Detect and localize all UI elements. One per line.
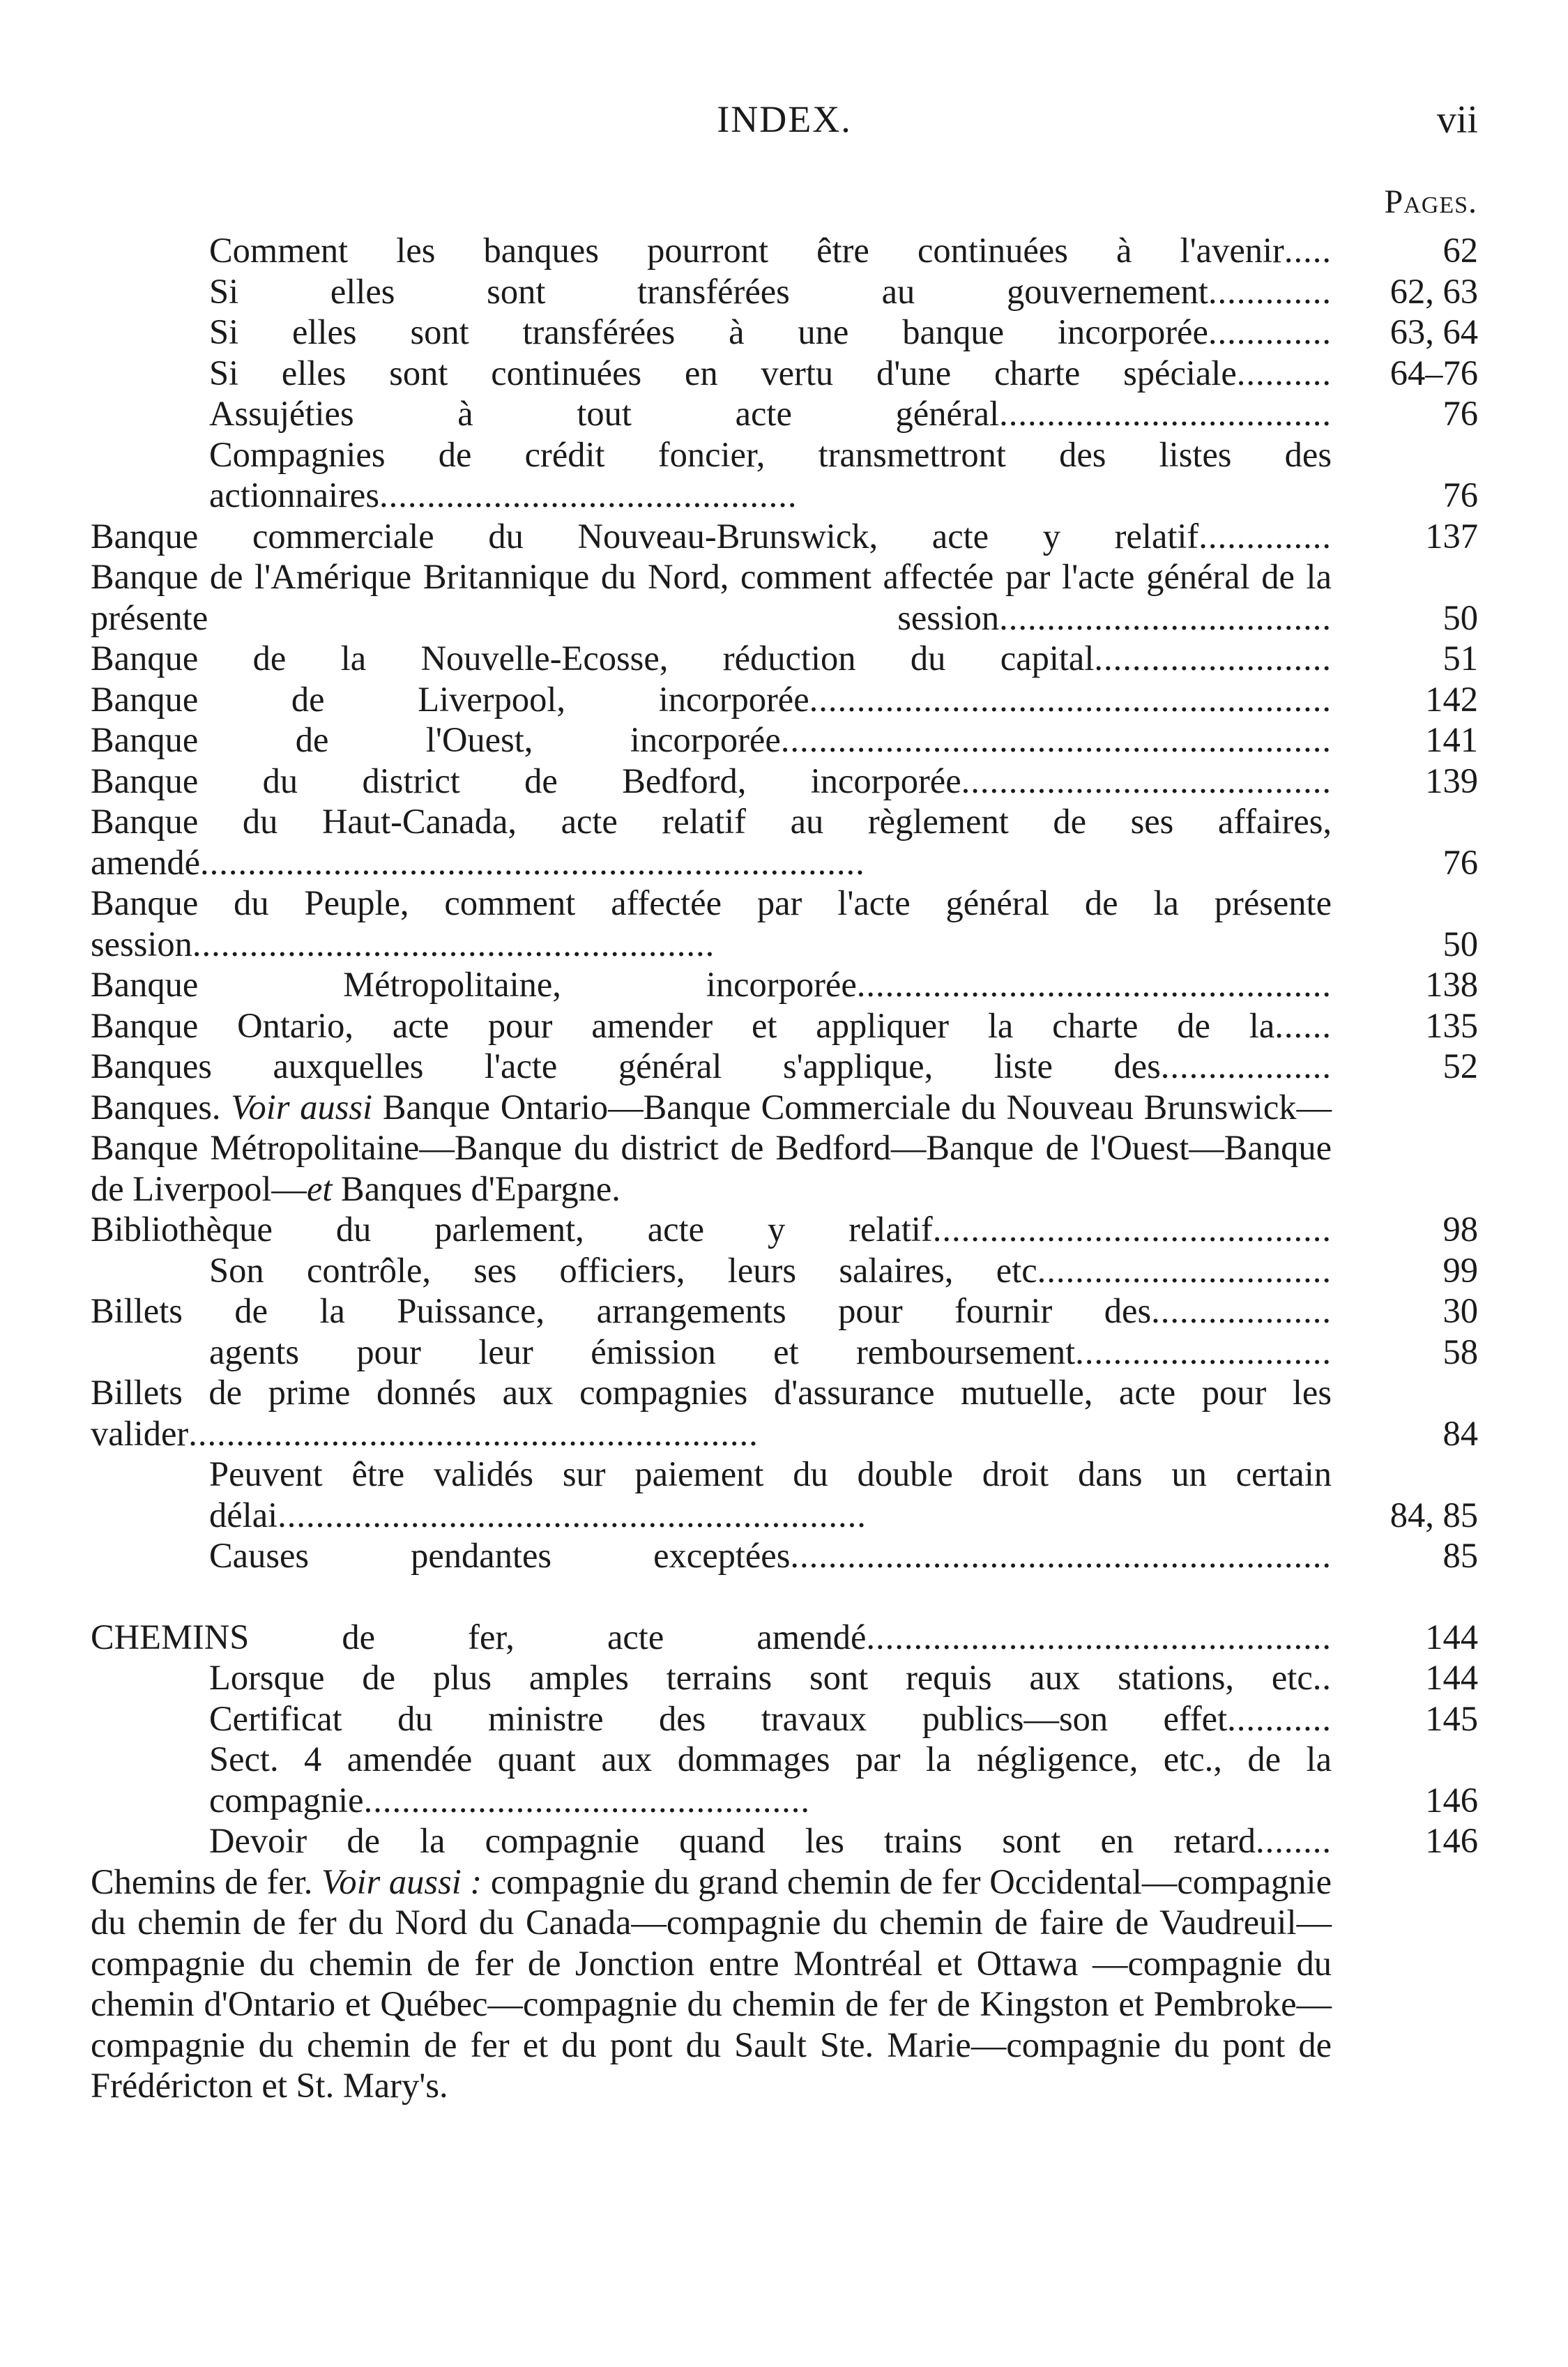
- page-reference: 98: [1443, 1210, 1478, 1249]
- index-entry: [91, 1087, 1478, 1210]
- leader-dots: ...........: [1227, 1698, 1332, 1738]
- leader-dots: ..........................................................: [780, 720, 1332, 759]
- page-reference: 137: [1425, 516, 1478, 556]
- index-entry: [91, 1005, 1478, 1046]
- leader-dots: .......................................................: [809, 679, 1332, 719]
- index-subentry: [91, 434, 1478, 516]
- page-reference: 146: [1425, 1821, 1478, 1860]
- entry-label: Comment les banques pourront être continuées à l'avenir: [209, 231, 1284, 270]
- index-subentry: [91, 353, 1478, 394]
- leader-dots: .......................................................: [192, 924, 715, 964]
- page-title: INDEX.: [717, 98, 852, 140]
- entry-text: [91, 679, 1332, 720]
- entry-label: Si elles sont transférées au gouvernement: [209, 271, 1208, 311]
- page-reference: 50: [1443, 598, 1478, 637]
- index-entry: [91, 1046, 1478, 1087]
- entry-text: [91, 720, 1332, 761]
- entry-label: Billets de prime donnés aux compagnies d'assurance mutuelle, acte pour les valider: [91, 1373, 1332, 1453]
- page-reference: 62, 63: [1390, 271, 1478, 311]
- index-subentry: [91, 1657, 1478, 1698]
- page-reference: 146: [1425, 1780, 1478, 1820]
- entry-label: Sect. 4 amendée quant aux dommages par la négligence, etc., de la compagnie: [209, 1740, 1332, 1820]
- entry-text: [209, 1657, 1332, 1698]
- entry-label: Banque de l'Ouest, incorporée: [91, 720, 781, 759]
- page-reference: 85: [1443, 1536, 1478, 1575]
- page-reference: 144: [1425, 1658, 1478, 1697]
- leader-dots: ..............: [1198, 516, 1332, 556]
- entry-label: Banque de Liverpool, incorporée: [91, 679, 809, 719]
- entry-label: Peuvent être validés sur paiement du double droit dans un certain délai: [209, 1454, 1332, 1535]
- page-reference: 62: [1443, 231, 1478, 270]
- leader-dots: ...............................................: [363, 1780, 810, 1820]
- leader-dots: ..: [1312, 1658, 1332, 1697]
- entry-text: [91, 964, 1332, 1005]
- index-subentry: [91, 230, 1478, 271]
- entry-label: Banques.: [91, 1087, 231, 1127]
- entry-label: Bibliothèque du parlement, acte y relatif: [91, 1210, 933, 1249]
- entry-label: Banque commerciale du Nouveau-Brunswick, acte y relatif: [91, 516, 1199, 556]
- page-reference: 76: [1443, 394, 1478, 433]
- page-reference: 144: [1425, 1617, 1478, 1657]
- index-subentry: [91, 393, 1478, 434]
- entry-label: Banque Ontario, acte pour amender et appliquer la charte de la: [91, 1005, 1275, 1045]
- entry-text: [91, 638, 1332, 679]
- page-reference: 51: [1443, 639, 1478, 678]
- page-reference: 138: [1425, 965, 1478, 1004]
- entry-label: Si elles sont continuées en vertu d'une charte spéciale: [209, 353, 1237, 393]
- entry-label: Banque de l'Amérique Britannique du Nord, comment affectée par l'acte général de la présente session: [91, 557, 1332, 637]
- page-reference: 99: [1443, 1250, 1478, 1290]
- leader-dots: ............................................................: [188, 1413, 759, 1453]
- cross-reference-text-end: Banques d'Epargne.: [332, 1169, 621, 1208]
- leader-dots: .............: [1208, 271, 1332, 311]
- entry-label: Assujéties à tout acte général: [209, 394, 1000, 433]
- entry-text: [91, 801, 1332, 883]
- entry-label: CHEMINS de fer, acte amendé: [91, 1617, 867, 1657]
- index-entry: [91, 720, 1478, 761]
- index-subentry: [91, 1739, 1478, 1820]
- leader-dots: ...................: [1151, 1291, 1332, 1330]
- entry-text: [91, 1862, 1332, 2106]
- index-entry: [91, 801, 1478, 883]
- entry-text: [209, 312, 1332, 353]
- page-reference: 52: [1443, 1046, 1478, 1086]
- entry-label: Banque du Haut-Canada, acte relatif au règlement de ses affaires, amendé: [91, 802, 1332, 882]
- entry-text: [209, 1250, 1332, 1291]
- leader-dots: .........................: [1094, 639, 1332, 678]
- entry-text: [209, 1739, 1332, 1820]
- entry-label: Compagnies de crédit foncier, transmettront des listes des actionnaires: [209, 434, 1332, 515]
- entry-text: [91, 1005, 1332, 1046]
- entry-label: agents pour leur émission et remboursement: [209, 1332, 1076, 1371]
- entry-label: Si elles sont transférées à une banque incorporée: [209, 312, 1208, 351]
- entry-text: [209, 1332, 1332, 1373]
- page-reference: 76: [1443, 842, 1478, 882]
- entry-text: [91, 1372, 1332, 1454]
- page-reference: 63, 64: [1390, 312, 1478, 351]
- entry-text: [209, 353, 1332, 394]
- entry-text: [91, 883, 1332, 964]
- entry-text: [209, 1698, 1332, 1740]
- index-subentry: [91, 1250, 1478, 1291]
- leader-dots: .............: [1208, 312, 1332, 351]
- leader-dots: ........: [1256, 1821, 1332, 1860]
- page-reference: 84: [1443, 1413, 1478, 1453]
- leader-dots: ...............................: [1037, 1250, 1332, 1290]
- entry-label: Certificat du ministre des travaux publics—son effet: [209, 1698, 1228, 1738]
- page-reference: 64–76: [1390, 353, 1478, 393]
- entry-label: Banque de la Nouvelle-Ecosse, réduction du capital: [91, 639, 1095, 678]
- entry-text: [209, 271, 1332, 312]
- index-entry: [91, 1209, 1478, 1250]
- leader-dots: ...................................: [999, 598, 1332, 637]
- leader-dots: ......: [1274, 1005, 1332, 1045]
- index-subentry: [91, 312, 1478, 353]
- index-subentry: [91, 1698, 1478, 1740]
- entry-text: [91, 1046, 1332, 1087]
- index-entry: [91, 638, 1478, 679]
- index-entry: [91, 1372, 1478, 1454]
- entry-text: [209, 393, 1332, 434]
- leader-dots: .................................................: [866, 1617, 1332, 1657]
- leader-dots: ..................: [1160, 1046, 1332, 1086]
- index-entry: [91, 964, 1478, 1005]
- entry-label: Banque Métropolitaine, incorporée: [91, 965, 857, 1004]
- entry-text: [91, 516, 1332, 557]
- page-reference: 76: [1443, 475, 1478, 515]
- cross-reference-italic: et: [306, 1169, 333, 1208]
- entry-label: Devoir de la compagnie quand les trains sont en retard: [209, 1821, 1256, 1860]
- page-reference: 145: [1425, 1698, 1478, 1738]
- page-reference: 139: [1425, 761, 1478, 800]
- leader-dots: ..................................................: [856, 965, 1332, 1004]
- leader-dots: .....: [1284, 231, 1332, 270]
- index-entry: [91, 1617, 1478, 1658]
- entry-label: Lorsque de plus amples terrains sont requis aux stations, etc: [209, 1658, 1313, 1697]
- entry-text: [209, 1454, 1332, 1535]
- entry-label: Chemins de fer.: [91, 1862, 322, 1901]
- entry-text: [209, 230, 1332, 271]
- cross-reference-text: compagnie du grand chemin de fer Occidental—compagnie du chemin de fer du Nord du Canada—compagnie du chemin de faire de Vaudreuil—compagnie du chemin de fer de Jonction entre Montréal et Ottawa —compagnie du chemin d'Ontario et Québec—compagnie du chemin de fer de Kingston et Pembroke—compagnie du chemin de fer et du pont du Sault Ste. Marie—compagnie du pont de Frédéricton et St. Mary's.: [91, 1862, 1332, 2105]
- entry-text: [209, 1535, 1332, 1576]
- page-reference: 141: [1425, 720, 1478, 759]
- index-entry: [91, 1862, 1478, 2106]
- leader-dots: ...........................: [1075, 1332, 1332, 1371]
- page-reference: 142: [1425, 679, 1478, 719]
- entry-text: [91, 1291, 1332, 1332]
- leader-dots: ......................................................................: [200, 842, 865, 882]
- page-reference: 30: [1443, 1291, 1478, 1330]
- entry-label: Causes pendantes exceptées: [209, 1536, 791, 1575]
- entry-text: [91, 1087, 1332, 1210]
- index-entry: [91, 1291, 1478, 1332]
- entry-text: [209, 1820, 1332, 1862]
- leader-dots: ..........................................: [932, 1210, 1332, 1249]
- see-also-label: Voir aussi :: [321, 1862, 482, 1901]
- entry-label: Son contrôle, ses officiers, leurs salaires, etc: [209, 1250, 1037, 1290]
- entry-text: [91, 1209, 1332, 1250]
- index-subentry: [91, 271, 1478, 312]
- leader-dots: .........................................................: [790, 1536, 1332, 1575]
- leader-dots: ..........: [1236, 353, 1332, 393]
- page-reference: 84, 85: [1390, 1495, 1478, 1535]
- entry-label: Banques auxquelles l'acte général s'applique, liste des: [91, 1046, 1161, 1086]
- entry-label: Billets de la Puissance, arrangements pour fournir des: [91, 1291, 1152, 1330]
- entry-label: Banque du Peuple, comment affectée par l'acte général de la présente session: [91, 883, 1332, 964]
- entry-text: [209, 434, 1332, 516]
- index-subentry: [91, 1332, 1478, 1373]
- page-reference: 50: [1443, 924, 1478, 964]
- index-entry: [91, 761, 1478, 802]
- entry-text: [91, 1617, 1332, 1658]
- section-gap: [91, 1576, 1478, 1617]
- page-reference: 58: [1443, 1332, 1478, 1371]
- pages-column-label: Pages.: [1384, 183, 1477, 220]
- index-subentry: [91, 1454, 1478, 1535]
- cross-reference-text: Banque Ontario—Banque Commerciale du Nouveau Brunswick—Banque Métropolitaine—Banque du district de Bedford—Banque de l'Ouest—Banque de Liverpool—: [91, 1087, 1332, 1208]
- see-also-label: Voir aussi: [231, 1087, 373, 1127]
- running-head: [91, 98, 1478, 146]
- index-subentry: [91, 1820, 1478, 1862]
- page-reference: 135: [1425, 1005, 1478, 1045]
- entry-text: [91, 556, 1332, 638]
- leader-dots: ...................................: [999, 394, 1332, 433]
- index-entry: [91, 883, 1478, 964]
- index-subentry: [91, 1535, 1478, 1576]
- index-entries: [91, 230, 1478, 2106]
- page-number: vii: [1436, 98, 1478, 142]
- entry-text: [91, 761, 1332, 802]
- index-entry: [91, 679, 1478, 720]
- leader-dots: .......................................: [961, 761, 1332, 800]
- index-entry: [91, 556, 1478, 638]
- index-entry: [91, 516, 1478, 557]
- leader-dots: ............................................: [379, 475, 798, 515]
- entry-label: Banque du district de Bedford, incorporée: [91, 761, 961, 800]
- leader-dots: ..............................................................: [277, 1495, 867, 1535]
